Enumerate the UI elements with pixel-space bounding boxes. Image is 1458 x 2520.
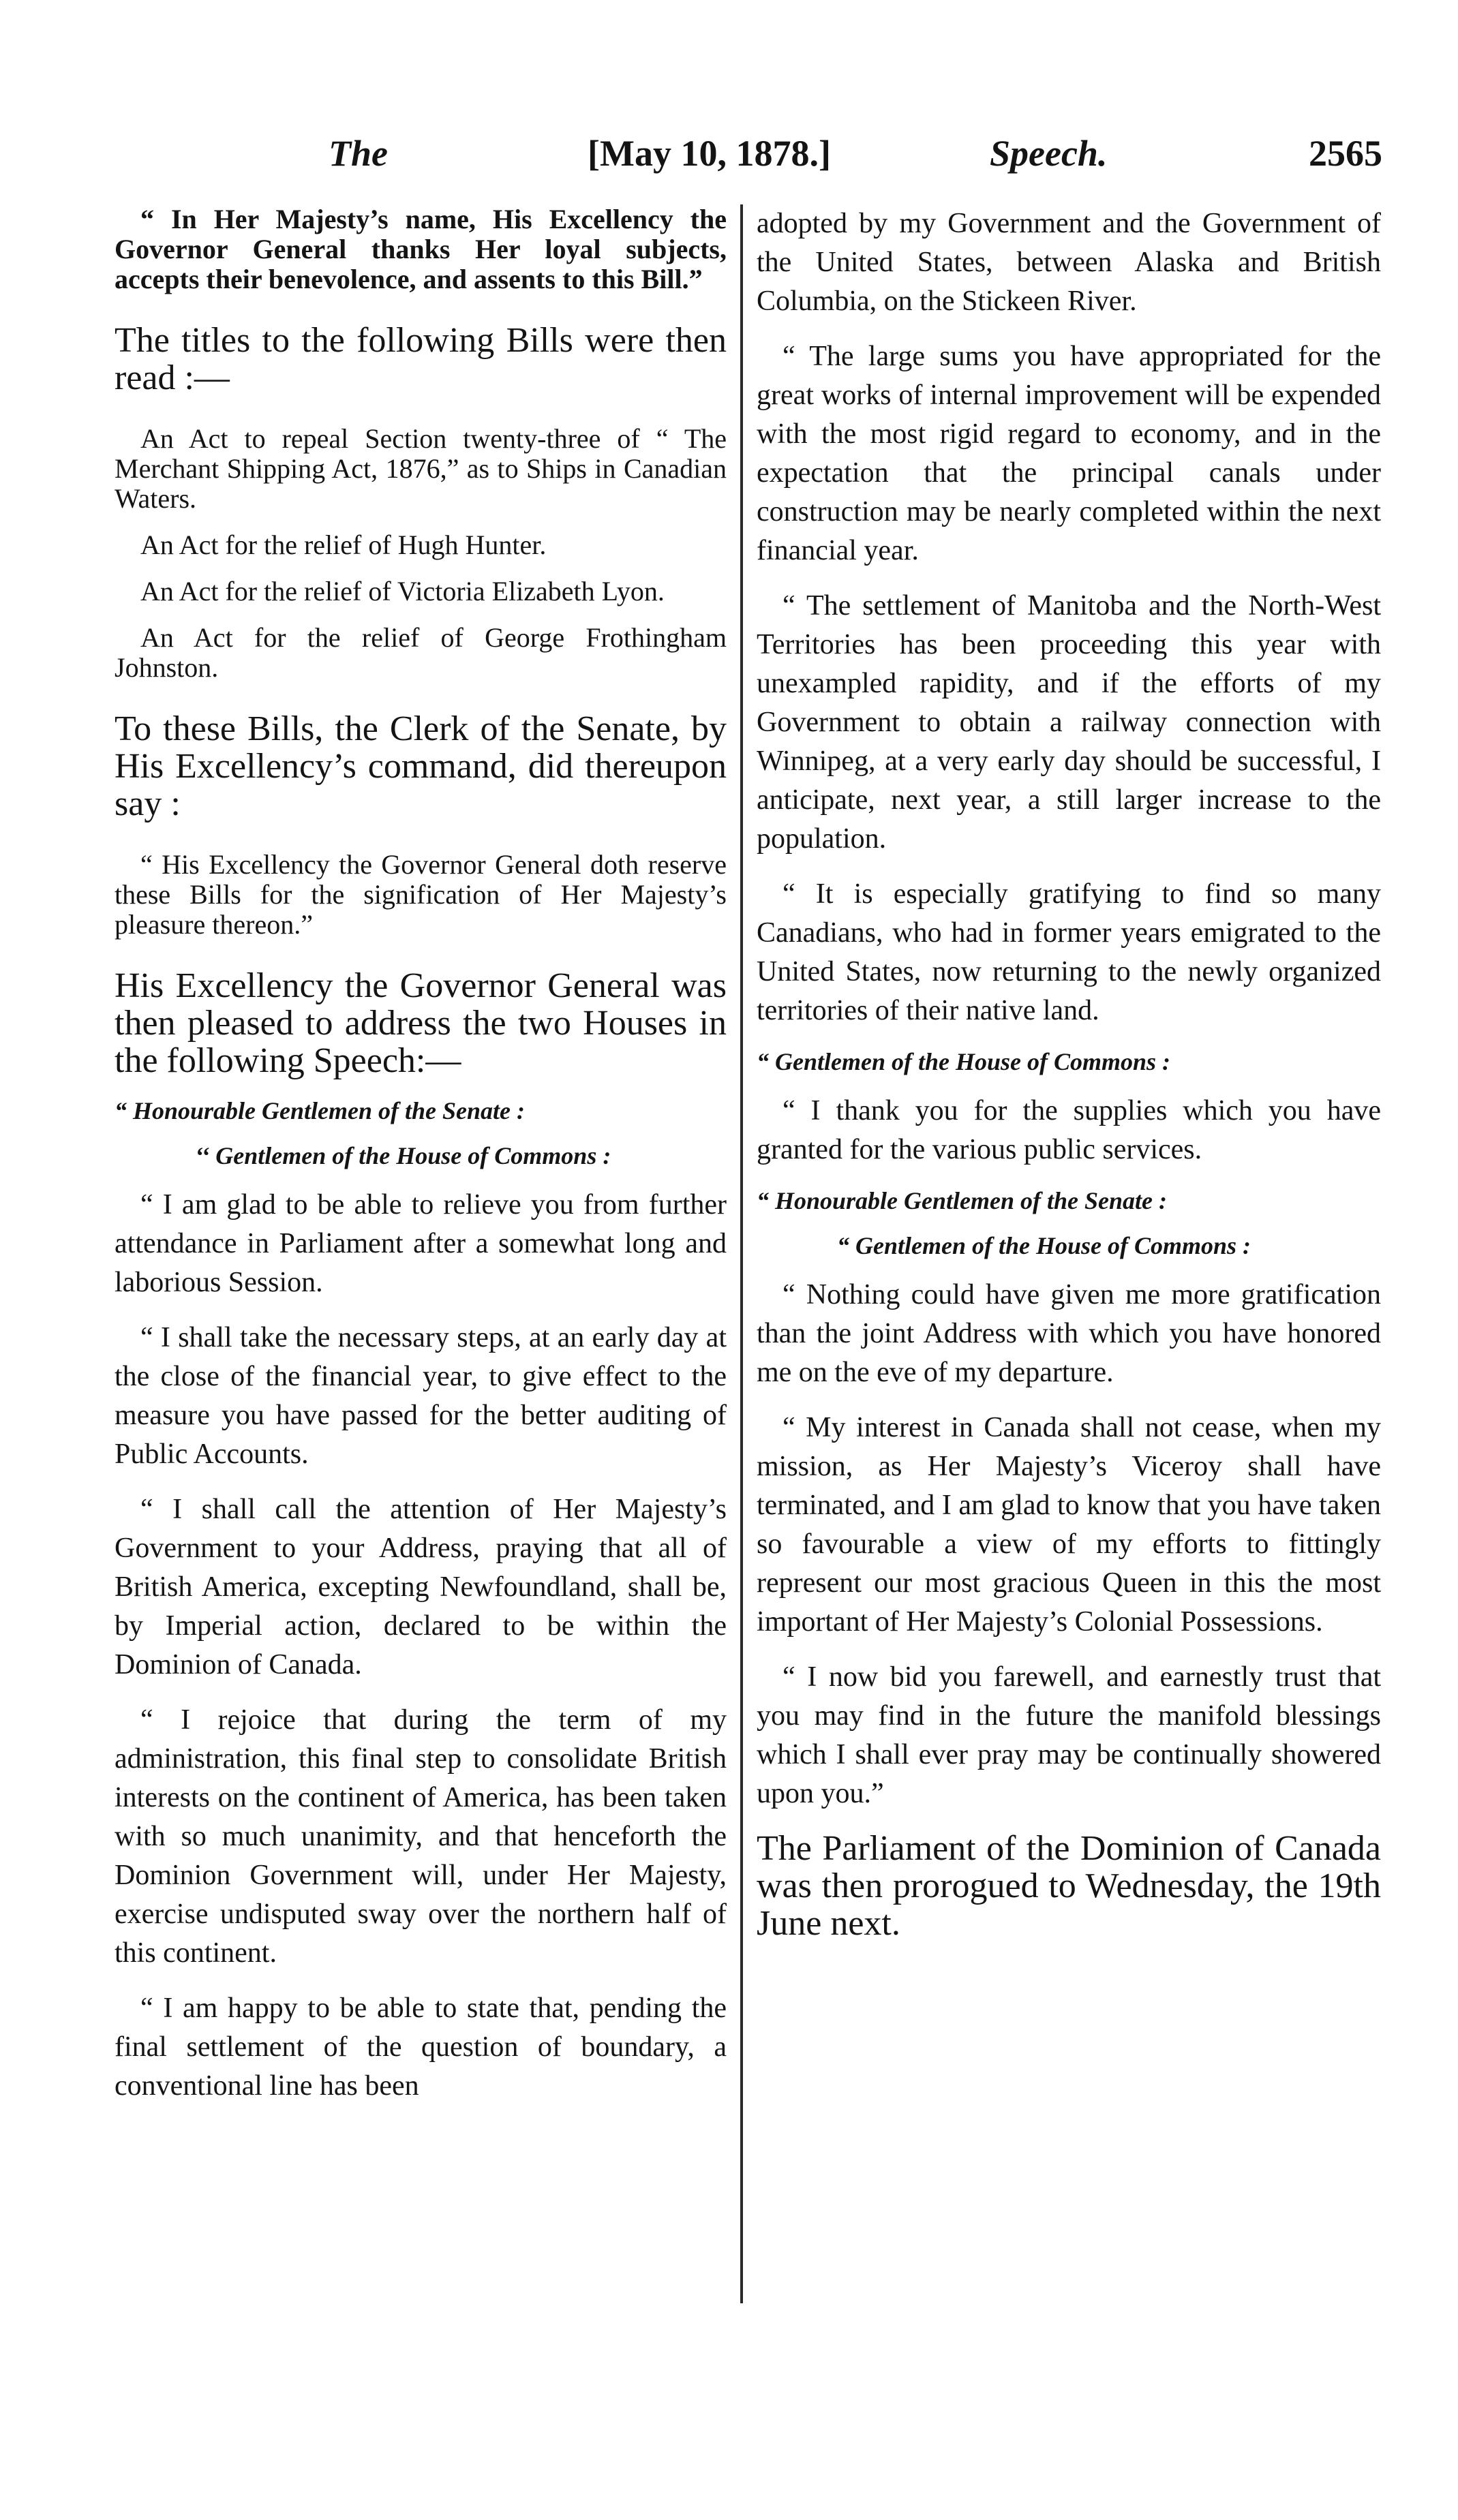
bill-item: An Act to repeal Section twenty-three of “ The Merchant Shipping Act, 1876,” as to Ships in Canadian Waters. — [115, 423, 727, 514]
prorogation-notice: The Parliament of the Dominion of Canada was then prorogued to Wednesday, the 19th June next. — [757, 1829, 1381, 1943]
supplies-paragraph: “ I thank you for the supplies which you have granted for the various public services. — [757, 1095, 1381, 1165]
header-date: [May 10, 1878.] — [588, 133, 831, 174]
speech-paragraph: “ The settlement of Manitoba and the North-West Territories has been proceeding this year with unexampled rapidity, and if the efforts of my Government to obtain a railway connection with Winnipeg, at a very early day should be successful, I anticipate, next year, a still larger increase to the population. — [757, 590, 1381, 855]
continuation-text: adopted by my Government and the Government of the United States, between Alaska and British Columbia, on the Stickeen River. — [757, 208, 1381, 317]
speech-paragraph: “ I am glad to be able to relieve you from further attendance in Parliament after a somewhat long and laborious Session. — [115, 1189, 727, 1298]
salutation-commons: “ Gentlemen of the House of Commons : — [757, 1048, 1171, 1075]
speech-paragraph: “ I now bid you farewell, and earnestly trust that you may find in the future the manifold blessings which I shall ever pray may be continually showered upon you.” — [757, 1661, 1381, 1809]
clerk-intro: To these Bills, the Clerk of the Senate, by His Excellency’s command, did thereupon say : — [115, 709, 727, 823]
speech-intro: His Excellency the Governor General was then pleased to address the two Houses in the following Speech:— — [115, 966, 727, 1080]
header-middle: Speech. — [990, 133, 1108, 174]
header-left: The — [329, 133, 388, 174]
speech-paragraph: “ I shall take the necessary steps, at an early day at the close of the financial year, to give effect to the measure you have passed for the better auditing of Public Accounts. — [115, 1322, 727, 1470]
speech-paragraph: “ I rejoice that during the term of my administration, this final step to consolidate British interests on the continent of America, has been taken with so much unanimity, and that henceforth the Dominion Government will, under Her Majesty, exercise undisputed sway over the northern half of this continent. — [115, 1704, 727, 1969]
bill-item: An Act for the relief of Hugh Hunter. — [140, 529, 547, 560]
speech-paragraph: “ Nothing could have given me more gratification than the joint Address with which you have honored me on the eve of my departure. — [757, 1279, 1381, 1388]
salutation-commons: ‘‘ Gentlemen of the House of Commons : — [195, 1142, 611, 1169]
right-column — [757, 204, 1381, 1958]
salutation-senate: “ Honourable Gentlemen of the Senate : — [757, 1187, 1167, 1214]
speech-paragraph: “ I shall call the attention of Her Majesty’s Government to your Address, praying that all of British America, excepting Newfoundland, shall be, by Imperial action, declared to be within the Dominion of Canada. — [115, 1494, 727, 1680]
speech-paragraph: “ It is especially gratifying to find so many Canadians, who had in former years emigrated to the United States, now returning to the newly organized territories of their native land. — [757, 878, 1381, 1026]
page-number: 2565 — [1309, 133, 1382, 174]
salutation-commons: “ Gentlemen of the House of Commons : — [837, 1232, 1251, 1259]
reserve-quote: “ His Excellency the Governor General doth reserve these Bills for the signification of Her Majesty’s pleasure thereon.” — [115, 849, 727, 940]
speech-paragraph: “ The large sums you have appropriated for the great works of internal improvement will be expended with the most rigid regard to economy, and in the expectation that the principal canals under construction may be nearly completed within the next financial year. — [757, 341, 1381, 566]
left-column — [115, 204, 727, 2122]
column-rule — [740, 204, 743, 2303]
speech-paragraph: “ I am happy to be able to state that, pending the final settlement of the question of boundary, a conventional line has been — [115, 1993, 727, 2102]
bill-item: An Act for the relief of George Frothingham Johnston. — [115, 622, 727, 683]
salutation-senate: “ Honourable Gentlemen of the Senate : — [115, 1097, 525, 1124]
bill-item: An Act for the relief of Victoria Elizabeth Lyon. — [140, 576, 665, 606]
speech-paragraph: “ My interest in Canada shall not cease, when my mission, as Her Majesty’s Viceroy shall have terminated, and I am glad to know that you have taken so favourable a view of my efforts to fittingly represent our most gracious Queen in this the most important of Her Majesty’s Colonial Possessions. — [757, 1412, 1381, 1638]
titles-intro: The titles to the following Bills were then read :— — [115, 321, 727, 397]
assent-quote: “ In Her Majesty’s name, His Excellency the Governor General thanks Her loyal subjects, accepts their benevolence, and assents to this Bill.” — [115, 204, 727, 294]
